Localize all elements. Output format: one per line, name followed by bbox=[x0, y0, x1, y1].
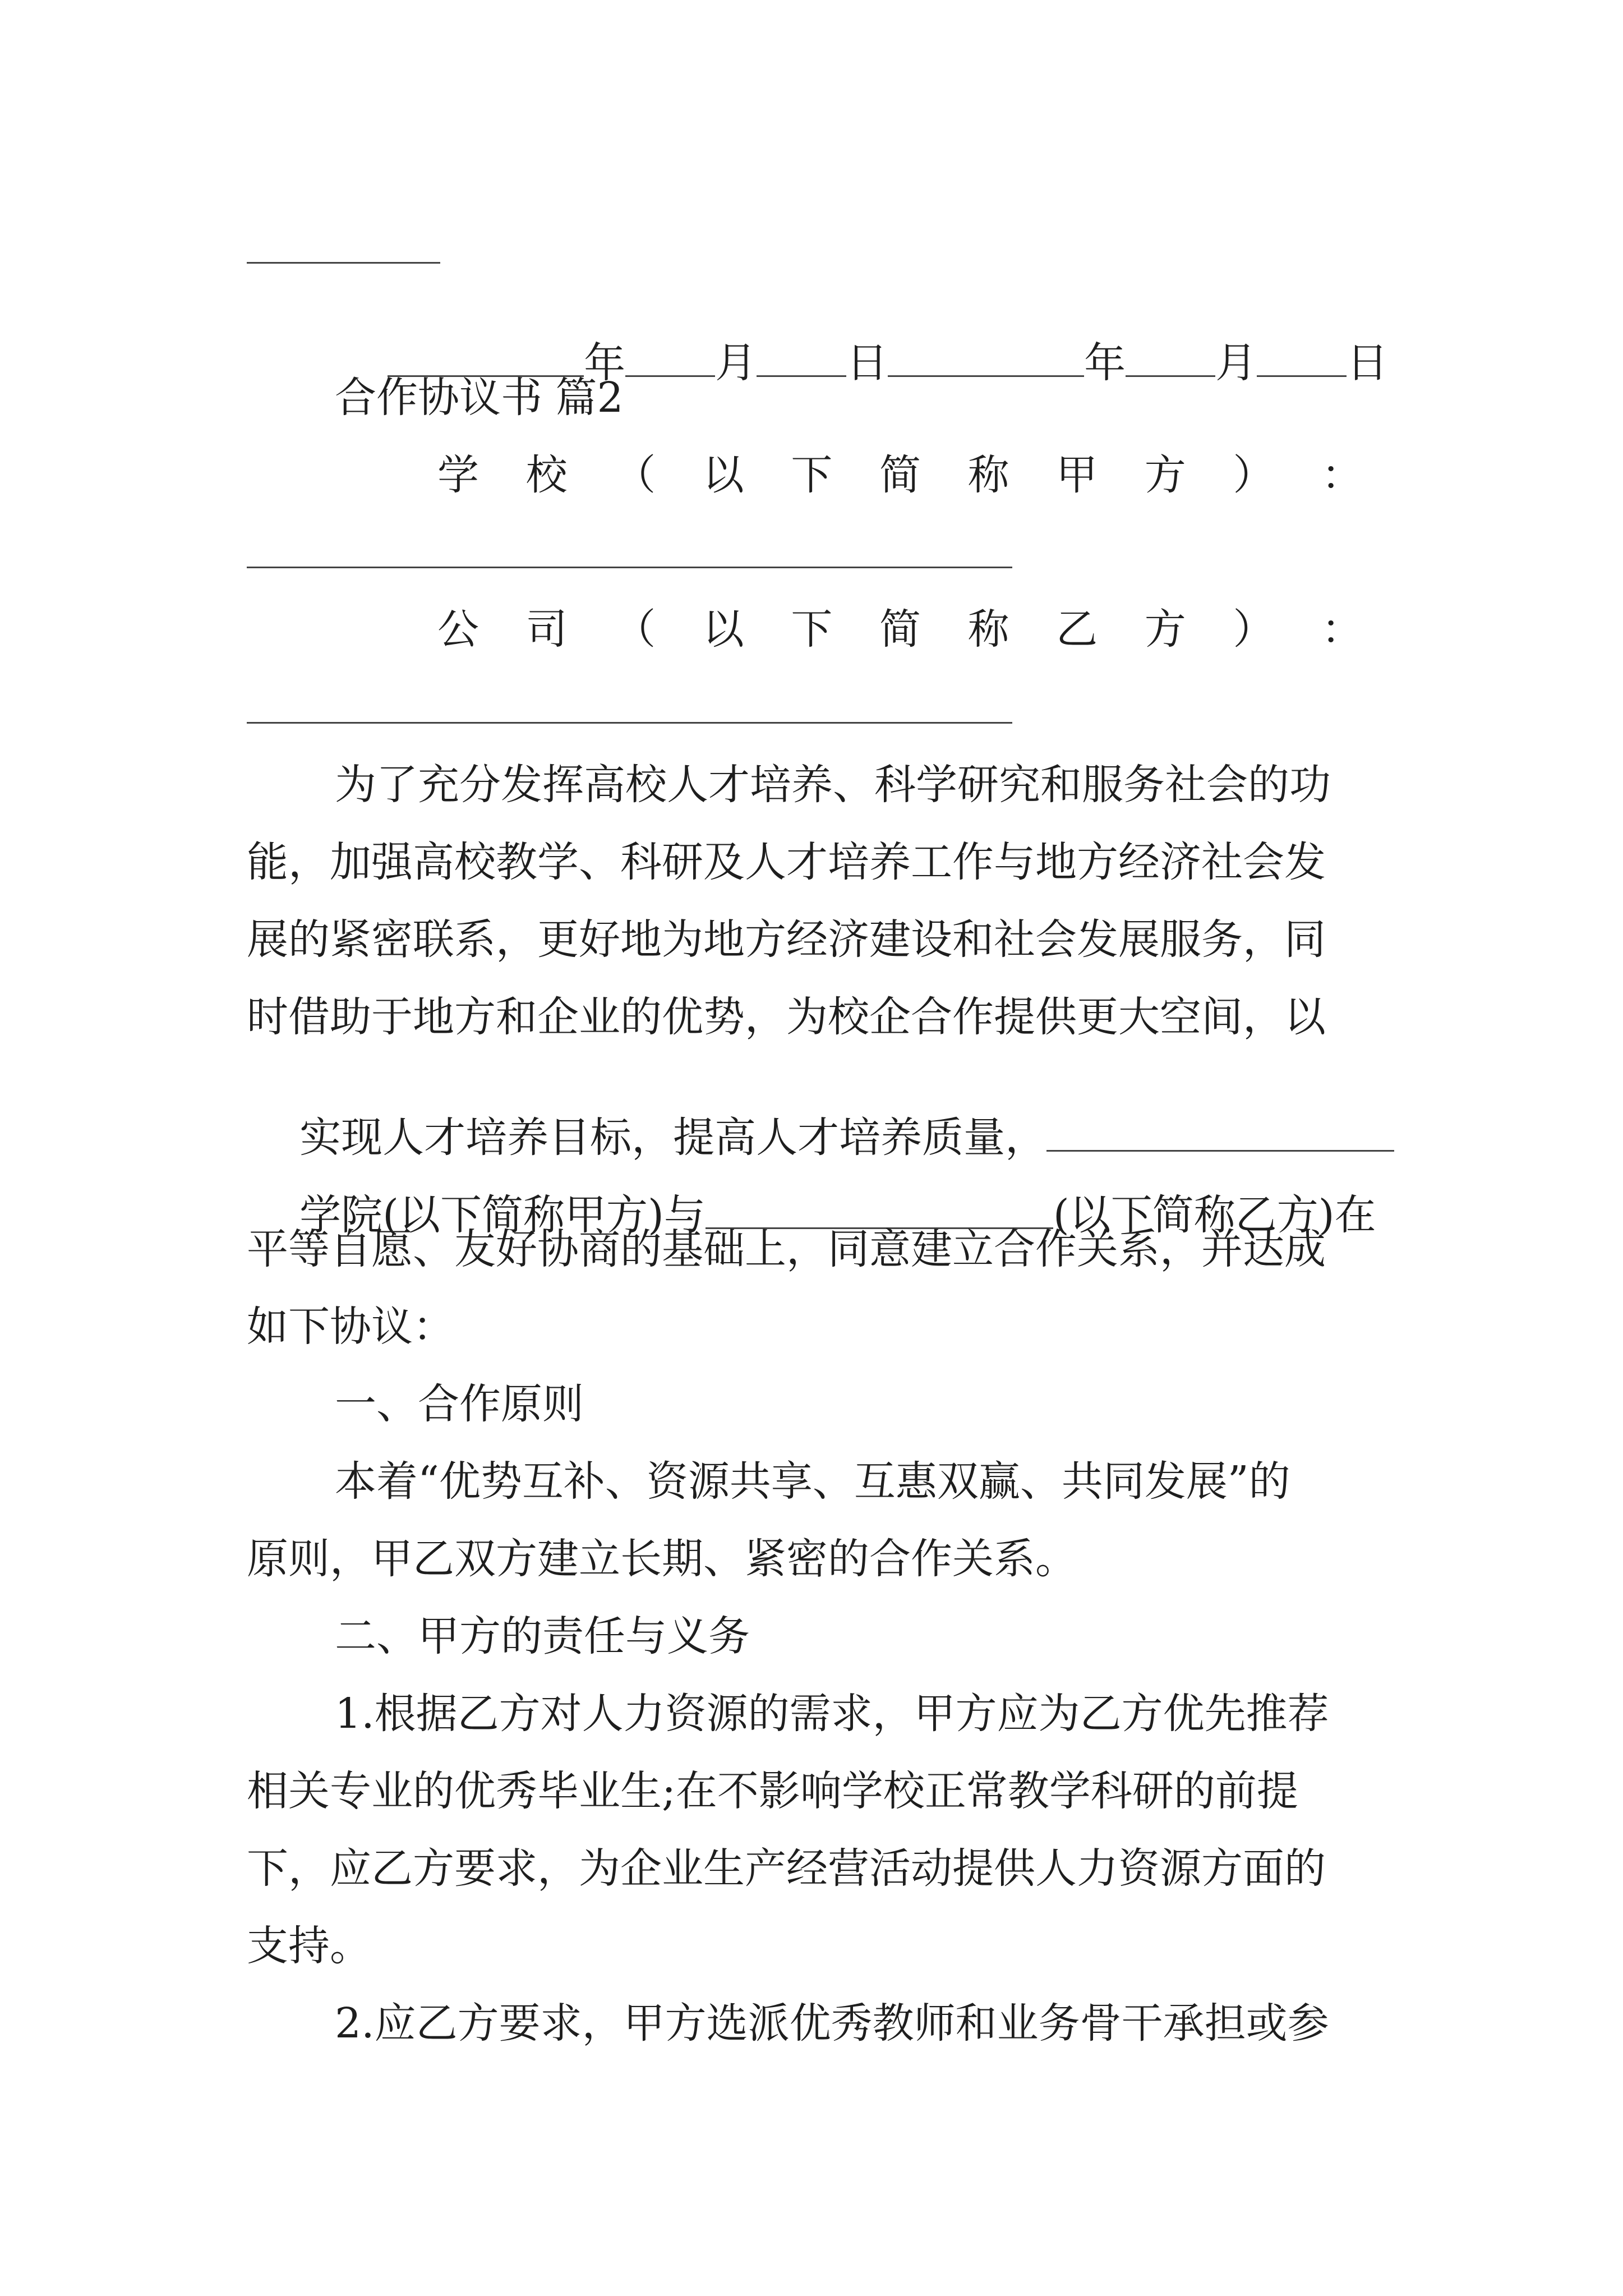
party-b-char: 公 bbox=[437, 605, 479, 654]
party-b-char: （ bbox=[614, 605, 656, 654]
month-label-2: 月 bbox=[1215, 339, 1257, 387]
month-label-1: 月 bbox=[715, 339, 757, 387]
intro-line-3: 展的紧密联系，更好地为地方经济建设和社会发展服务，同 bbox=[247, 915, 1326, 964]
party-a-blank-line bbox=[247, 567, 1012, 568]
signature-blank-line bbox=[247, 262, 440, 264]
section-2-title: 二、甲方的责任与义务 bbox=[335, 1612, 750, 1660]
section-2-p2-line-1: 2.应乙方要求，甲方选派优秀教师和业务骨干承担或参 bbox=[335, 1999, 1329, 2047]
party-a-char: 校 bbox=[525, 451, 568, 499]
year-blank-1 bbox=[388, 341, 584, 377]
party-b-char: 以 bbox=[702, 605, 744, 654]
party-a-char: （ bbox=[614, 451, 656, 499]
section-2-p1-line-4: 支持。 bbox=[247, 1922, 371, 1970]
intro-line-7: 平等自愿、友好协商的基础上，同意建立合作关系，并达成 bbox=[247, 1225, 1326, 1273]
party-b-char: 下 bbox=[791, 605, 833, 654]
party-a-char: 方 bbox=[1144, 451, 1186, 499]
section-1-line-1: 本着“优势互补、资源共享、互惠双赢、共同发展”的 bbox=[335, 1457, 1290, 1506]
party-a-char: 简 bbox=[879, 451, 921, 499]
section-1-title: 一、合作原则 bbox=[335, 1380, 584, 1428]
company-name-blank bbox=[706, 1193, 1053, 1229]
party-b-char: 方 bbox=[1144, 605, 1186, 654]
intro-line-5-text: 实现人才培养目标，提高人才培养质量， bbox=[299, 1114, 1047, 1162]
party-b-char: 乙 bbox=[1056, 605, 1098, 654]
intro-line-8: 如下协议： bbox=[247, 1303, 454, 1351]
party-a-char: 以 bbox=[702, 451, 744, 499]
party-b-char: ） bbox=[1233, 605, 1275, 654]
party-b-char: 司 bbox=[525, 605, 568, 654]
section-2-p1-line-1: 1.根据乙方对人力资源的需求，甲方应为乙方优先推荐 bbox=[335, 1690, 1329, 1738]
party-a-char: 甲 bbox=[1056, 451, 1098, 499]
party-b-char: 简 bbox=[879, 605, 921, 654]
day-blank-1 bbox=[757, 341, 846, 377]
month-blank-2 bbox=[1126, 341, 1215, 377]
party-b-line bbox=[437, 605, 1363, 654]
year-blank-2 bbox=[888, 341, 1084, 377]
party-a-char: 称 bbox=[967, 451, 1009, 499]
section-2-p1-line-3: 下，应乙方要求，为企业生产经营活动提供人力资源方面的 bbox=[247, 1844, 1326, 1893]
day-label-2: 日 bbox=[1347, 339, 1389, 387]
intro-line-2: 能，加强高校教学、科研及人才培养工作与地方经济社会发 bbox=[247, 838, 1326, 886]
month-blank-1 bbox=[625, 341, 715, 377]
party-a-char: 下 bbox=[791, 451, 833, 499]
document-heading: 合作协议书 篇2 bbox=[335, 374, 624, 422]
party-a-char: ： bbox=[1321, 451, 1363, 499]
party-b-char: ： bbox=[1321, 605, 1363, 654]
year-label-1: 年 bbox=[584, 339, 626, 387]
day-label-1: 日 bbox=[846, 339, 888, 387]
party-a-char: 学 bbox=[437, 451, 479, 499]
party-b-char: 称 bbox=[967, 605, 1009, 654]
intro-line-6-text-b: (以下简称乙方)在 bbox=[1053, 1191, 1376, 1239]
party-a-line bbox=[437, 451, 1363, 499]
intro-line-4: 时借助于地方和企业的优势，为校企合作提供更大空间，以 bbox=[247, 993, 1326, 1041]
section-1-line-2: 原则，甲乙双方建立长期、紧密的合作关系。 bbox=[247, 1535, 1077, 1583]
section-2-p1-line-2: 相关专业的优秀毕业生;在不影响学校正常教学科研的前提 bbox=[247, 1767, 1298, 1815]
day-blank-2 bbox=[1257, 341, 1347, 377]
college-name-blank bbox=[1046, 1115, 1394, 1152]
party-a-char: ） bbox=[1233, 451, 1275, 499]
year-label-2: 年 bbox=[1084, 339, 1126, 387]
party-b-blank-line bbox=[247, 722, 1012, 724]
intro-line-1: 为了充分发挥高校人才培养、科学研究和服务社会的功 bbox=[335, 761, 1331, 809]
intro-line-6-text-a: 学院(以下简称甲方)与 bbox=[299, 1191, 706, 1239]
